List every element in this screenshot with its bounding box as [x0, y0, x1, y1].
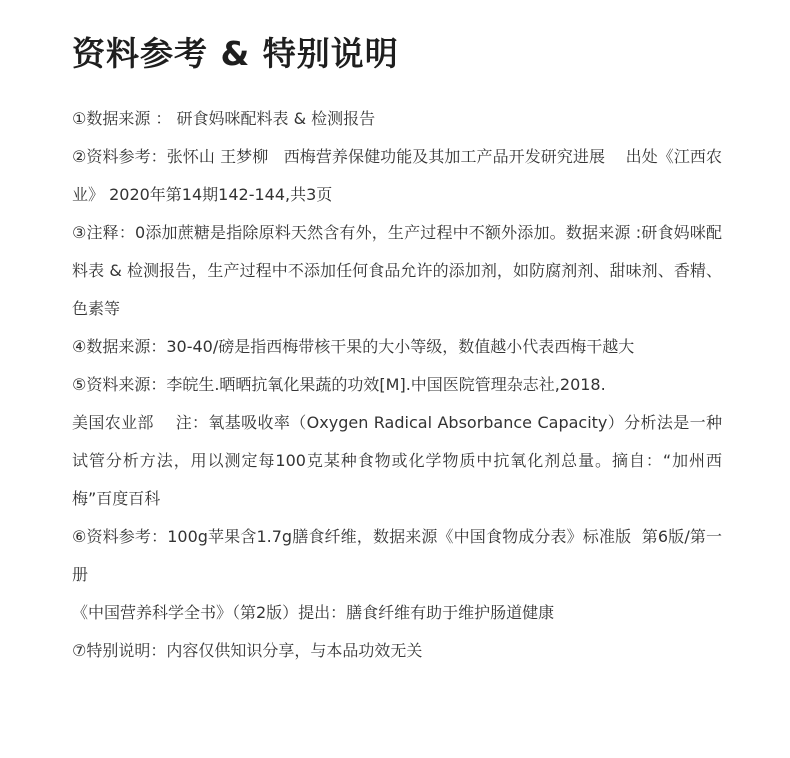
note-no-added-sugar: ③注释：0添加蔗糖是指除原料天然含有外，生产过程中不额外添加。数据来源 :研食妈咪配料表 & 检测报告，生产过程中不添加任何食品允许的添加剂，如防腐剂剂、甜味剂、香精、色素等 [72, 223, 722, 318]
note-data-source: ①数据来源 ： 研食妈咪配料表 & 检测报告 [72, 109, 376, 128]
note-size-grade: ④数据来源：30-40/磅是指西梅带核干果的大小等级，数值越小代表西梅干越大 [72, 337, 635, 356]
note-nutrition-encyclopedia: 《中国营养科学全书》（第2版）提出：膳食纤维有助于维护肠道健康 [72, 603, 555, 622]
note-fiber-reference: ⑥资料参考：100g苹果含1.7g膳食纤维，数据来源《中国食物成分表》标准版 第6版/第一册 [72, 527, 722, 584]
note-antioxidant-source: ⑤资料来源：李皖生.晒晒抗氧化果蔬的功效[M].中国医院管理杂志社,2018. [72, 375, 606, 394]
references-section [72, 0, 722, 670]
note-disclaimer: ⑦特别说明：内容仅供知识分享，与本品功效无关 [72, 641, 423, 660]
page-title: 资料参考 & 特别说明 [72, 34, 399, 73]
note-orac-definition: 美国农业部 注：氧基吸收率（Oxygen Radical Absorbance Capacity）分析法是一种试管分析方法，用以测定每100克某种食物或化学物质中抗氧化剂总量。摘自：“加州西梅”百度百科 [72, 413, 722, 508]
notes-list [72, 100, 722, 670]
note-reference-paper: ②资料参考：张怀山 王梦柳 西梅营养保健功能及其加工产品开发研究进展 出处《江西农业》 2020年第14期142-144,共3页 [72, 147, 722, 204]
